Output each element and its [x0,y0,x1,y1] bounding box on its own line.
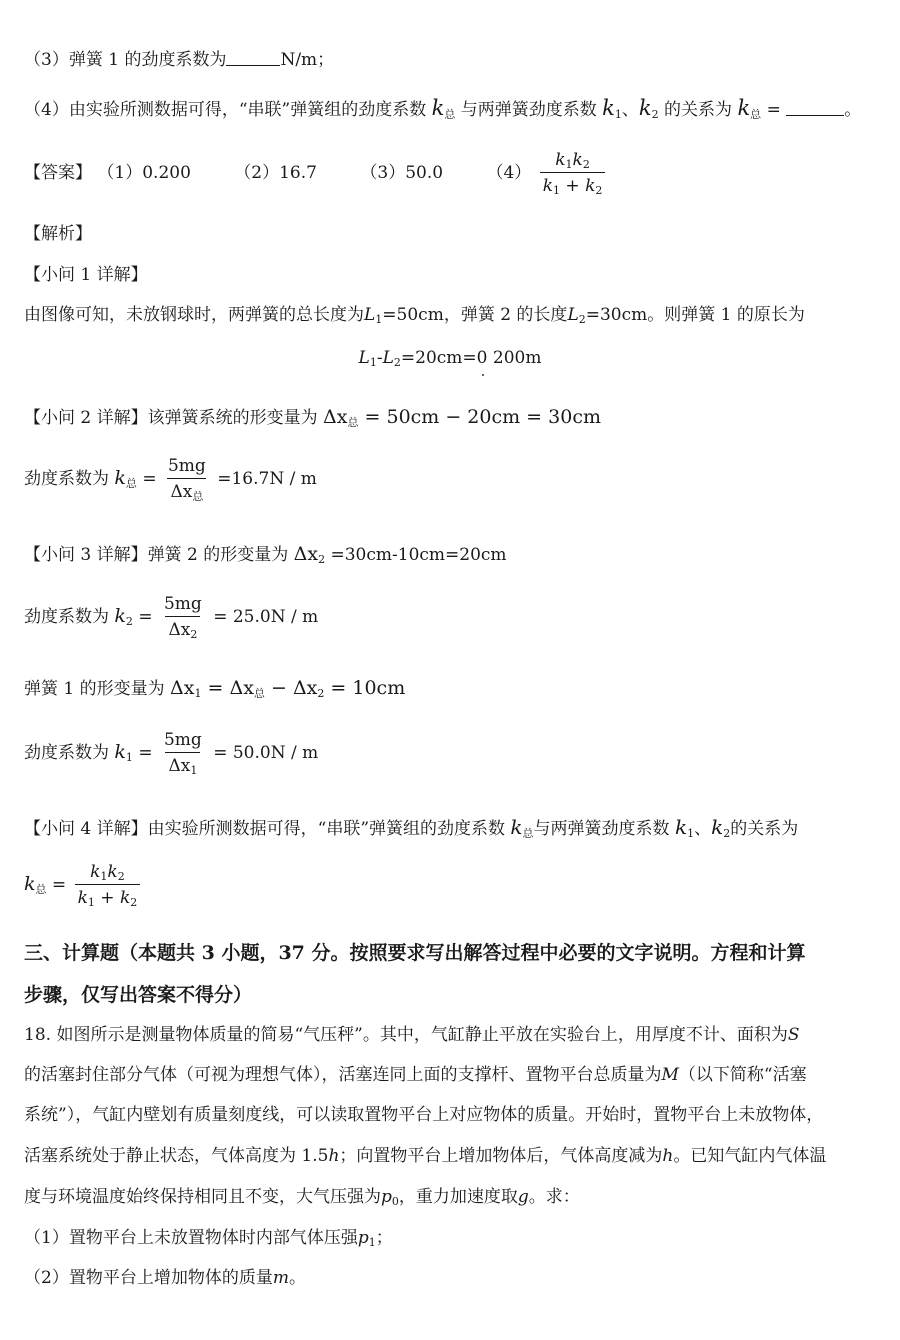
answer-line: 【答案】 （1）0.200 （2）16.7 （3）50.0 （4） $\frac{k_1k_2}{k_1 + k_2}$ [24,150,608,197]
section-heading-line1: 三、计算题（本题共 3 小题，37 分。按照要求写出解答过程中必要的文字说明。方程和计算 [24,942,806,964]
q18-line1: 18. 如图所示是测量物体质量的简易“气压秤”。其中，气缸静止平放在实验台上，用厚度不计、面积为S [24,1025,800,1045]
formula-fraction: $\frac{5mg}{\Delta x_1}$ [163,730,202,778]
subquestion-2: 【小问 2 详解】该弹簧系统的形变量为 $\Delta x_总 = 50cm - 20cm = 30cm$ [24,406,601,429]
subquestion-3: 【小问 3 详解】弹簧 2 的形变量为 $\Delta x_2 =30cm-10cm=20cm$ [24,543,507,566]
subquestion-1-text: 由图像可知，未放钢球时，两弹簧的总长度为$L_1=50cm$，弹簧 2 的长度$L_2=30cm$。则弹簧 1 的原长为 [24,305,805,326]
q17-part3: （3）弹簧 1 的劲度系数为 N/m； [24,50,335,70]
subquestion-1-equation: $L_1-L_2=20cm=0$ 200m [358,348,542,369]
q18-sub1: （1）置物平台上未放置物体时内部气体压强$p_1$； [24,1228,393,1249]
q18-line3: 系统”），气缸内壁划有质量刻度线，可以读取置物平台上对应物体的质量。开始时，置物平台上未放物体， [24,1105,824,1125]
q18-line2: 的活塞封住部分气体（可视为理想气体），活塞连同上面的支撑杆、置物平台总质量为M（以下简称“活塞 [24,1065,807,1085]
q18-line4: 活塞系统处于静止状态，气体高度为 1.5h；向置物平台上增加物体后，气体高度减为h。已知气缸内气体温 [24,1146,827,1166]
subquestion-3-k2: 劲度系数为 $k_2$ = $\frac{5mg}{\Delta x_2}$ = 25.0N / m [24,594,319,642]
subquestion-4: 【小问 4 详解】由实验所测数据可得，“串联”弹簧组的劲度系数 $k_总$与两弹簧劲度系数 $k_1$、$k_2$的关系为 [24,815,799,840]
q18-line5: 度与环境温度始终保持相同且不变，大气压强为$p_0$，重力加速度取g。求： [24,1187,580,1208]
q17-part4: （4）由实验所测数据可得，“串联”弹簧组的劲度系数 $k_总$ 与两弹簧劲度系数 $k_1$、$k_2$ 的关系为 $k_总$ = 。 [24,96,862,121]
answer-fraction: $\frac{k_1k_2}{k_1 + k_2}$ [540,150,606,197]
analysis-label: 【解析】 [24,224,92,244]
stray-dot [482,374,484,376]
section-heading-line2: 步骤，仅写出答案不得分） [24,984,253,1006]
subquestion-3-x1: 弹簧 1 的形变量为 $\Delta x_1 = \Delta x_总 - \Delta x_2 = 10cm$ [24,677,406,700]
subquestion-4-formula: $k_总$ = $\frac{k_1k_2}{k_1 + k_2}$ [24,862,143,909]
answer-blank [786,100,844,116]
formula-fraction: $\frac{5mg}{\Delta x_2}$ [163,594,202,642]
answer-blank [226,50,280,66]
subquestion-2-k: 劲度系数为 $k_总$ = $\frac{5mg}{\Delta x_总}$ =16.7N / m [24,456,317,504]
q18-sub2: （2）置物平台上增加物体的质量m。 [24,1268,306,1288]
subquestion-1-title: 【小问 1 详解】 [24,265,148,285]
formula-fraction: $\frac{k_1k_2}{k_1 + k_2}$ [75,862,141,909]
formula-fraction: $\frac{5mg}{\Delta x_总}$ [167,456,206,504]
subquestion-3-k1: 劲度系数为 $k_1$ = $\frac{5mg}{\Delta x_1}$ = 50.0N / m [24,730,319,778]
